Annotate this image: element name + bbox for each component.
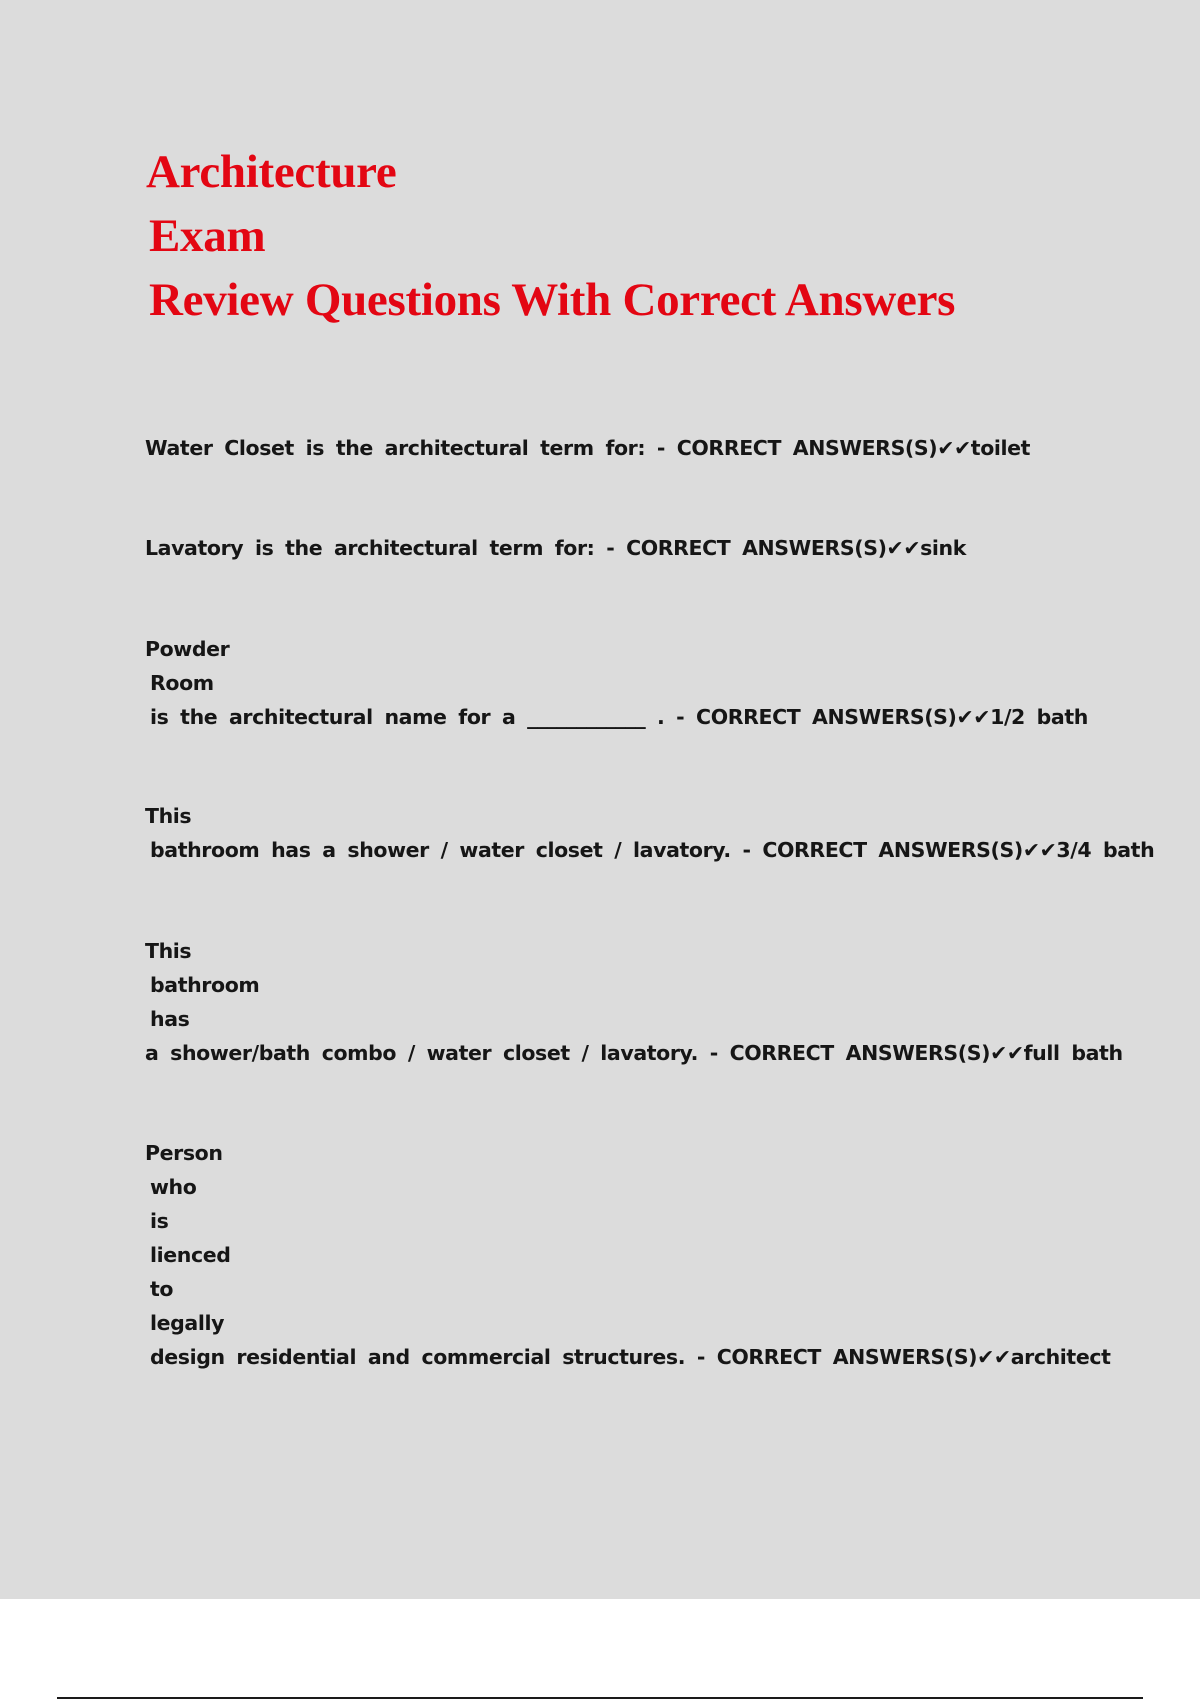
title-line: Exam bbox=[149, 210, 266, 262]
question-line: has bbox=[150, 1007, 190, 1031]
question-line: is bbox=[150, 1209, 169, 1233]
answer-text: 3/4 bath bbox=[1056, 838, 1155, 862]
footer-divider bbox=[57, 1697, 1143, 1699]
answer-text: architect bbox=[1010, 1345, 1111, 1369]
question-line: lienced bbox=[150, 1243, 231, 1267]
qa-item bbox=[145, 632, 1088, 734]
title-line: Review Questions With Correct Answers bbox=[149, 274, 956, 326]
question-line: This bbox=[145, 804, 192, 828]
answer-label: CORRECT ANSWERS(S)✔✔ bbox=[762, 838, 1057, 862]
question-line: bathroom bbox=[150, 973, 260, 997]
answer-text: sink bbox=[920, 536, 966, 560]
answer-label: CORRECT ANSWERS(S)✔✔ bbox=[729, 1041, 1024, 1065]
qa-item bbox=[145, 1136, 1111, 1374]
answer-label: CORRECT ANSWERS(S)✔✔ bbox=[716, 1345, 1011, 1369]
question-line: who bbox=[150, 1175, 197, 1199]
question-line-with-answer bbox=[145, 531, 966, 565]
question-text: design residential and commercial structures. - bbox=[150, 1345, 705, 1369]
question-line: Room bbox=[150, 671, 214, 695]
answer-text: 1/2 bath bbox=[990, 705, 1088, 729]
question-line: Person bbox=[145, 1141, 223, 1165]
question-line-with-answer bbox=[145, 700, 1088, 734]
question-text: Lavatory is the architectural term for: - bbox=[145, 536, 615, 560]
question-text: is the architectural name for a ____________ . - bbox=[150, 705, 685, 729]
qa-item bbox=[145, 934, 1123, 1070]
answer-label: CORRECT ANSWERS(S)✔✔ bbox=[696, 705, 991, 729]
title-line: Architecture bbox=[146, 146, 397, 198]
qa-item bbox=[145, 531, 966, 565]
question-line: to bbox=[150, 1277, 174, 1301]
question-text: Water Closet is the architectural term for: - bbox=[145, 436, 666, 460]
question-line-with-answer bbox=[145, 1036, 1123, 1070]
question-text: a shower/bath combo / water closet / lavatory. - bbox=[145, 1041, 718, 1065]
answer-label: CORRECT ANSWERS(S)✔✔ bbox=[626, 536, 921, 560]
question-text: bathroom has a shower / water closet / lavatory. - bbox=[150, 838, 751, 862]
question-line: This bbox=[145, 939, 192, 963]
qa-item bbox=[145, 799, 1154, 867]
answer-label: CORRECT ANSWERS(S)✔✔ bbox=[676, 436, 971, 460]
question-line-with-answer bbox=[145, 833, 1154, 867]
document-title bbox=[146, 140, 955, 332]
question-line: legally bbox=[150, 1311, 225, 1335]
question-line-with-answer bbox=[145, 1340, 1111, 1374]
answer-text: toilet bbox=[970, 436, 1031, 460]
question-line-with-answer bbox=[145, 431, 1030, 465]
qa-item bbox=[145, 431, 1030, 465]
answer-text: full bath bbox=[1023, 1041, 1123, 1065]
question-line: Powder bbox=[145, 637, 230, 661]
